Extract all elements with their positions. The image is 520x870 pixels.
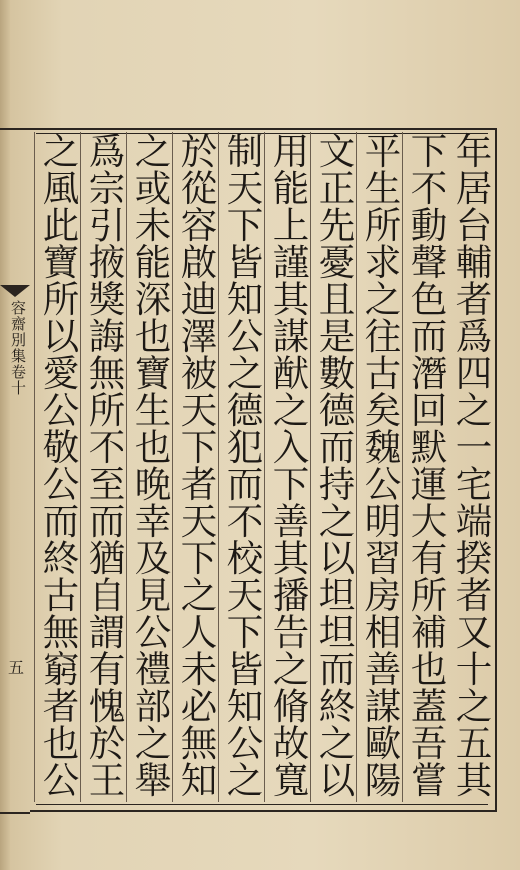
center-fold-title: 容齋別集卷十 xyxy=(9,300,27,396)
text-column-6: 制天下皆知公之德犯而不校天下皆知公之 xyxy=(218,132,265,802)
center-fold-margin xyxy=(0,128,30,814)
text-column-5: 用能上謹其謀猷之入下善其播告之脩故寬 xyxy=(264,132,311,802)
text-column-4: 文正先憂且是數德而持之以坦坦而終之以 xyxy=(310,132,357,802)
fishtail-mark xyxy=(0,285,30,299)
text-column-7: 於從容啟迪澤被天下者天下之人未必無知 xyxy=(172,132,219,802)
leaf-number: 五 xyxy=(8,658,25,677)
text-column-1: 年居台輔者爲四之一宅端揆者又十之五其 xyxy=(450,132,493,798)
text-column-8: 之或未能深也寶生也晚幸及見公禮部之舉 xyxy=(126,132,173,802)
text-column-9: 爲宗引掖獎誨無所不至而猶自謂有愧於王 xyxy=(80,132,127,802)
text-column-3: 平生所求之往古矣魏公明習房相善謀歐陽 xyxy=(356,132,403,802)
text-column-2: 下不動聲色而潛回默運大有所補也蓋吾嘗 xyxy=(402,132,449,802)
text-column-10: 之風此寶所以愛公敬公而終古無窮者也公 xyxy=(34,132,81,802)
